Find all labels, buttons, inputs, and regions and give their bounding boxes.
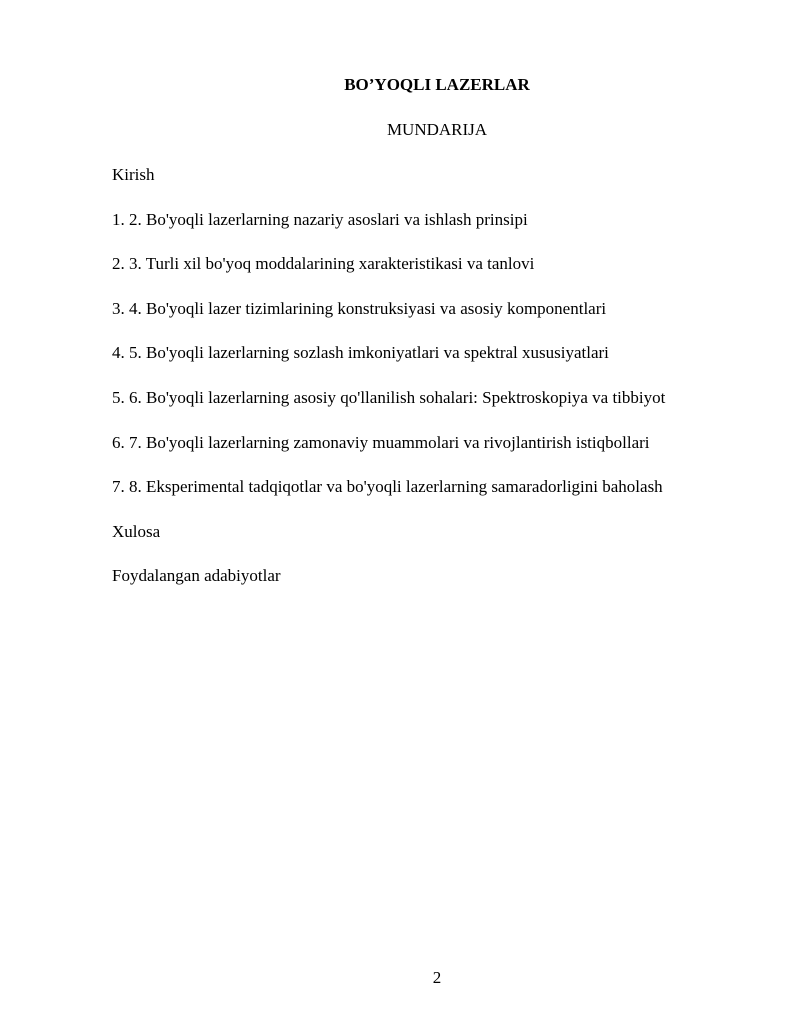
toc-item-theory: 1. 2. Bo'yoqli lazerlarning nazariy asoslari va ishlash prinsipi bbox=[112, 209, 528, 229]
toc-item-applications: 5. 6. Bo'yoqli lazerlarning asosiy qo'llanilish sohalari: Spektroskopiya va tibbiyot bbox=[112, 387, 666, 407]
toc-item-construction: 3. 4. Bo'yoqli lazer tizimlarining konstruksiyasi va asosiy komponentlari bbox=[112, 298, 607, 318]
table-of-contents bbox=[112, 164, 665, 610]
document-title: BO’YOQLI LAZERLAR bbox=[344, 75, 530, 94]
toc-item-references: Foydalangan adabiyotlar bbox=[112, 566, 281, 586]
page-number: 2 bbox=[432, 968, 442, 987]
toc-item-experiments: 7. 8. Eksperimental tadqiqotlar va bo'yoqli lazerlarning samaradorligini baholash bbox=[112, 477, 663, 497]
toc-item-dye-materials: 2. 3. Turli xil bo'yoq moddalarining xarakteristikasi va tanlovi bbox=[112, 254, 535, 274]
toc-item-challenges: 6. 7. Bo'yoqli lazerlarning zamonaviy muammolari va rivojlantirish istiqbollari bbox=[112, 432, 650, 452]
toc-item-tuning: 4. 5. Bo'yoqli lazerlarning sozlash imkoniyatlari va spektral xususiyatlari bbox=[112, 343, 609, 363]
toc-item-introduction: Kirish bbox=[112, 165, 155, 184]
toc-item-conclusion: Xulosa bbox=[112, 521, 161, 541]
toc-heading: MUNDARIJA bbox=[386, 120, 488, 139]
